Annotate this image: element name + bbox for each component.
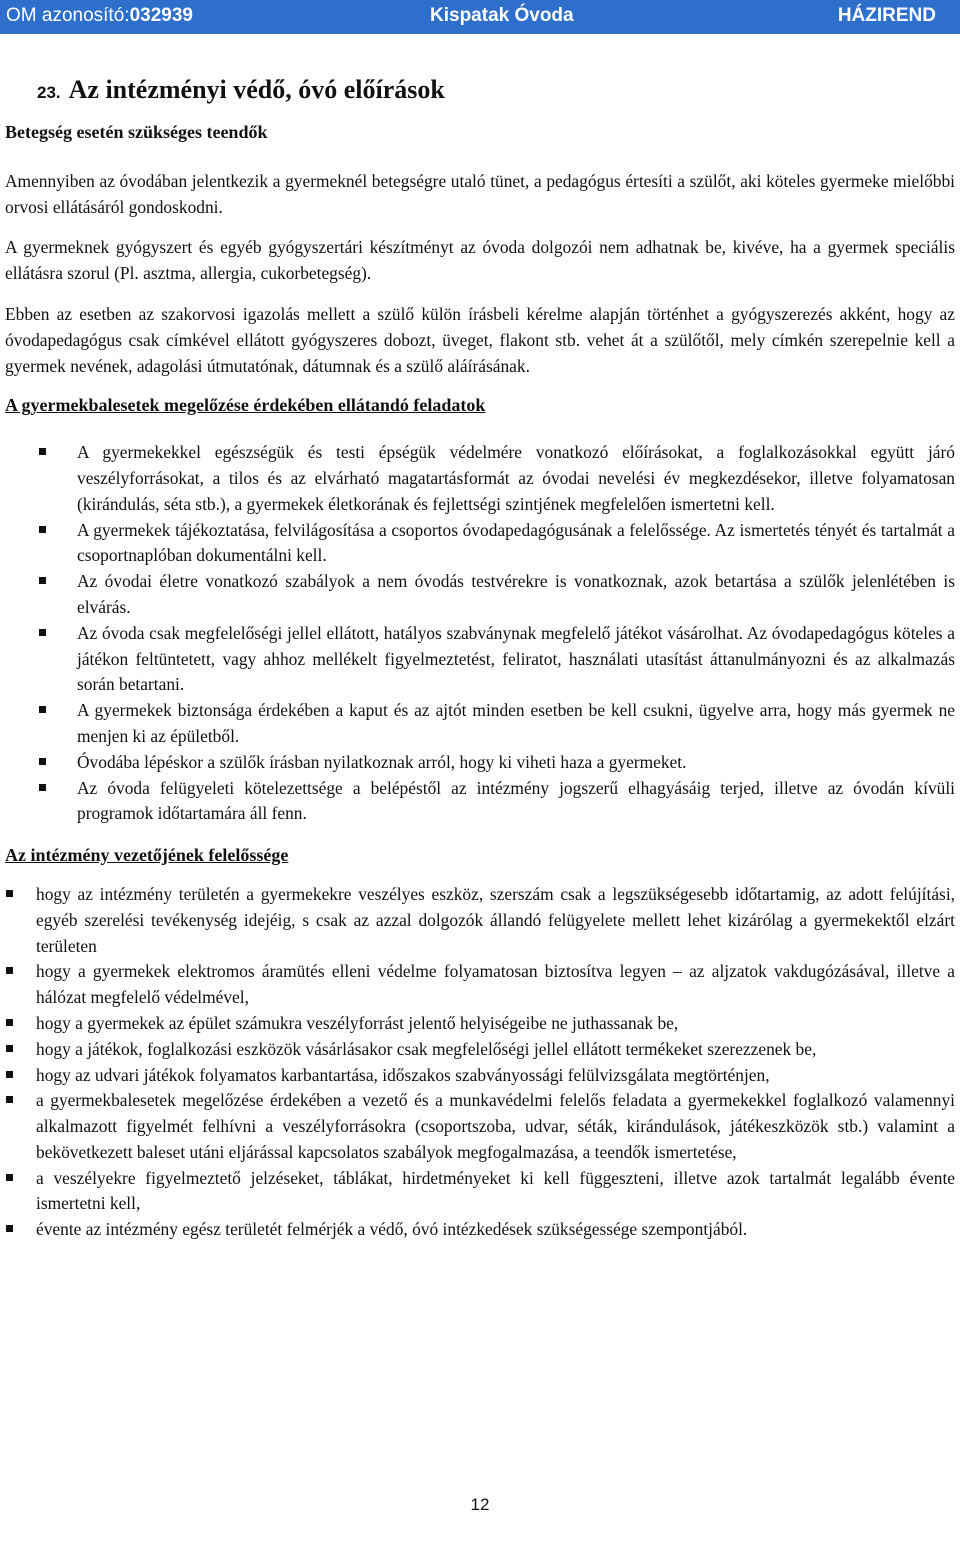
illness-paragraph: Ebben az esetben az szakorvosi igazolás mellett a szülő külön írásbeli kérelme alapján történhet a gyógyszerezés akként, hogy az óvodapedagógus csak címkével ellátott gyógyszeres dobozt, üveget, flakont stb. vehet át a szülőtől, mely címkén szerepelnie kell a gyermek nevének, adagolási útmutatónak, dátumnak és a szülő aláírásának.: [5, 303, 955, 376]
list-item-text: Az óvodai életre vonatkozó szabályok a nem óvodás testvérekre is vonatkoznak, azok betartása a szülők jelenlétében is elvárás.: [77, 571, 955, 617]
page-number: 12: [470, 1495, 490, 1514]
square-bullet-icon: [6, 1174, 13, 1181]
list-item: [5, 1217, 955, 1243]
om-label: OM azonosító:: [6, 5, 130, 26]
list-item: [5, 1011, 955, 1037]
square-bullet-icon: [39, 577, 46, 584]
page-header: [0, 0, 960, 34]
document-body: [5, 70, 955, 1243]
list-item-text: a veszélyekre figyelmeztető jelzéseket, táblákat, hirdetményeket ki kell függeszteni, illetve azok tartalmát legalább évente ismertetni kell,: [36, 1167, 955, 1214]
section-title: [37, 70, 955, 113]
list-item: [5, 1063, 955, 1089]
square-bullet-icon: [39, 758, 46, 765]
om-identifier: [6, 5, 193, 27]
list-item: [5, 1166, 955, 1218]
square-bullet-icon: [6, 1071, 13, 1078]
square-bullet-icon: [6, 1096, 13, 1103]
section-title-text: Az intézményi védő, óvó előírások: [68, 75, 445, 104]
square-bullet-icon: [39, 526, 46, 533]
list-item: [5, 959, 955, 1011]
illness-paragraph: Amennyiben az óvodában jelentkezik a gyermeknél betegségre utaló tünet, a pedagógus értesíti a szülőt, aki köteles gyermeke mielőbbi orvosi ellátásáról gondoskodni.: [5, 170, 955, 217]
accidents-heading: A gyermekbalesetek megelőzése érdekében ellátandó feladatok: [5, 395, 486, 416]
square-bullet-icon: [39, 706, 46, 713]
list-item-text: hogy a gyermekek elektromos áramütés elleni védelme folyamatosan biztosítva legyen – az aljzatok vakdugózásával, illetve a hálózat megfelelő védelmével,: [36, 961, 955, 1008]
list-item-text: A gyermekek biztonsága érdekében a kaput és az ajtót minden esetben be kell csukni, ügyelve arra, hogy más gyermek ne menjen ki az épületből.: [77, 700, 955, 746]
list-item-text: a gyermekbalesetek megelőzése érdekében a vezető és a munkavédelmi felelős feladata a gyermekekkel foglalkozó valamennyi alkalmazott figyelmét felhívni a veszélyforrásokra (csoportszoba, udvar, séták, kirándulások, játékeszközök stb.) valamint a bekövetkezett baleset utáni eljárással kapcsolatos szabályok megfogalmazása, a teendők ismertetése,: [36, 1090, 955, 1162]
accidents-list: [5, 440, 955, 827]
list-item-text: Az óvoda felügyeleti kötelezettsége a belépéstől az intézmény jogszerű elhagyásáig terjed, illetve az óvodán kívüli programok időtartamára áll fenn.: [77, 777, 955, 824]
list-item: [5, 1037, 955, 1063]
list-item-text: hogy az udvari játékok folyamatos karbantartása, időszakos szabványossági felülvizsgálata megtörténjen,: [36, 1064, 770, 1085]
illness-paragraph: A gyermeknek gyógyszert és egyéb gyógyszertári készítményt az óvoda dolgozói nem adhatnak be, kivéve, ha a gyermek speciális ellátásra szorul (Pl. asztma, allergia, cukorbetegség).: [5, 237, 955, 284]
square-bullet-icon: [6, 1019, 13, 1026]
institution-name: Kispatak Óvoda: [430, 5, 574, 26]
list-item-text: Az óvoda csak megfelelőségi jellel ellátott, hatályos szabványnak megfelelő játékot vásárolhat. Az óvodapedagógus köteles a játékon feltüntetett, vagy ahhoz mellékelt figyelmeztetést, feliratot, használati utasítást áttanulmányozni és az alkalmazás során betartani.: [77, 622, 955, 695]
list-item: [5, 750, 955, 776]
illness-heading: Betegség esetén szükséges teendők: [5, 122, 268, 142]
list-item: [5, 569, 955, 621]
list-item-text: A gyermekekkel egészségük és testi épségük védelmére vonatkozó előírásokat, a foglalkozásokkal együtt járó veszélyforrásokat, a tilos és az elvárható magatartásformát az óvodai nevelési év megkezdésekor, illetve folyamatosan (kirándulás, séta stb.), a gyermekek életkorának és fejlettségi szintjének megfelelően ismertetni kell.: [77, 442, 955, 514]
om-number: 032939: [129, 5, 193, 26]
list-item-text: évente az intézmény egész területét felmérjék a védő, óvó intézkedések szükségessége szempontjából.: [36, 1219, 748, 1240]
square-bullet-icon: [6, 1225, 13, 1232]
responsibility-list: [5, 882, 955, 1243]
list-item: [5, 518, 955, 570]
list-item: [5, 776, 955, 828]
square-bullet-icon: [39, 784, 46, 791]
document-title: HÁZIREND: [837, 5, 936, 26]
square-bullet-icon: [6, 967, 13, 974]
list-item: [5, 1088, 955, 1165]
list-item-text: hogy a játékok, foglalkozási eszközök vásárlásakor csak megfelelőségi jellel ellátott termékeket szerezzenek be,: [36, 1038, 817, 1059]
section-number: 23.: [37, 83, 61, 102]
list-item-text: hogy a gyermekek az épület számukra veszélyforrást jelentő helyiségeibe ne juthassanak be,: [36, 1012, 679, 1033]
square-bullet-icon: [39, 448, 46, 455]
list-item: [5, 621, 955, 698]
square-bullet-icon: [6, 1045, 13, 1052]
list-item: [5, 698, 955, 750]
list-item-text: A gyermekek tájékoztatása, felvilágosítása a csoportos óvodapedagógusának a felelőssége. Az ismertetés tényét és tartalmát a csoportnaplóban dokumentálni kell.: [77, 519, 955, 566]
square-bullet-icon: [6, 890, 13, 897]
square-bullet-icon: [39, 629, 46, 636]
list-item: [5, 440, 955, 517]
responsibility-heading: Az intézmény vezetőjének felelőssége: [5, 845, 289, 866]
list-item-text: hogy az intézmény területén a gyermekekre veszélyes eszköz, szerszám csak a legszükségesebb időtartamig, az adott felújítási, egyéb szerelési tevékenység idejéig, s csak az azzal dolgozók állandó felügyelete mellett lehet kizárólag a gyermekektől elzárt területen: [36, 883, 955, 956]
list-item-text: Óvodába lépéskor a szülők írásban nyilatkoznak arról, hogy ki viheti haza a gyermeket.: [77, 751, 687, 772]
list-item: [5, 882, 955, 959]
